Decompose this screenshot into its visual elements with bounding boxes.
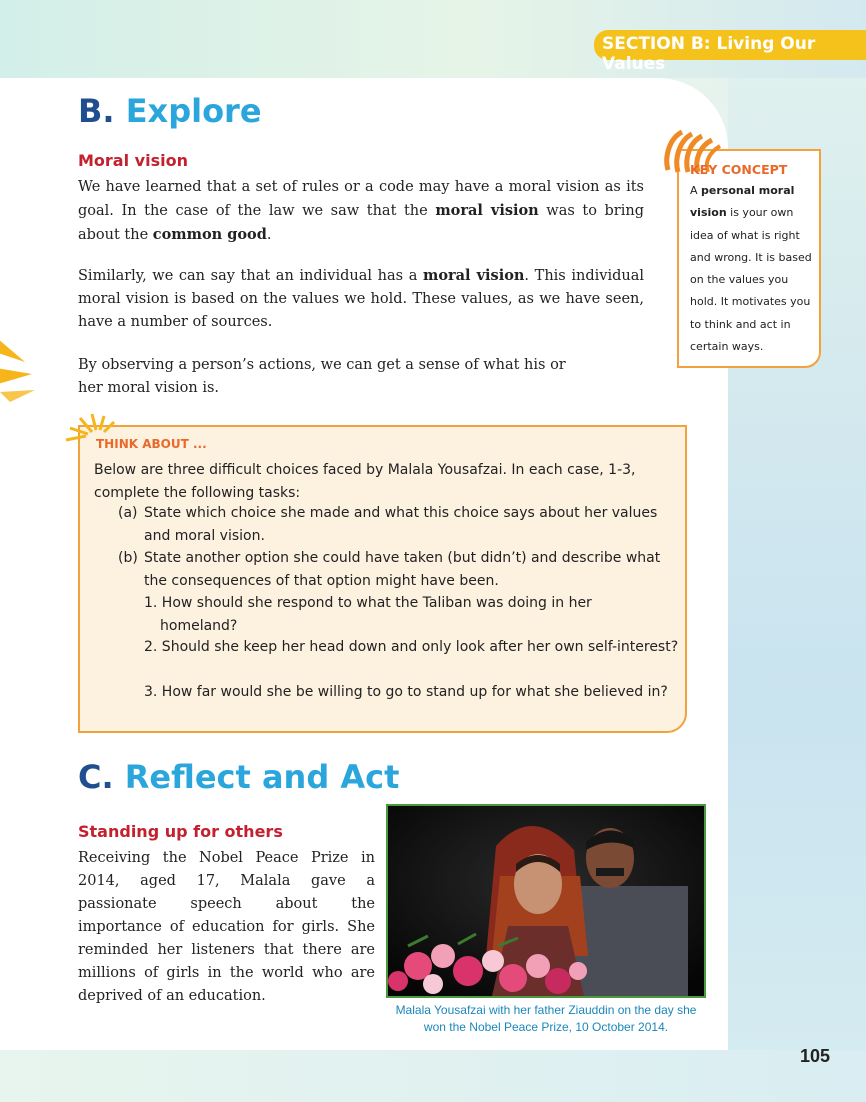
photo-caption: Malala Yousafzai with her father Ziauddin on the day she won the Nobel Peace Prize, 10 October 2014. [395,1003,697,1034]
key-concept-text [690,180,818,358]
explore-paragraph-2 [78,264,644,334]
explore-paragraph-3 [78,354,644,400]
section-tag [594,30,866,74]
moral-vision-subheading: Moral vision [78,151,188,170]
explore-paragraph-1 [78,176,644,247]
question-1: 1. How should she respond to what the Taliban was doing in her homeland? [144,595,592,634]
standing-up-subheading: Standing up for others [78,822,283,841]
task-b-marker: (b) [118,550,138,566]
reflect-paragraph: Receiving the Nobel Peace Prize in 2014, aged 17, Malala gave a passionate speech about the importance of education for girls. She reminded her listeners that there are millions of girls in the world who are deprived of an education. [78,850,375,1004]
paragraph-1-text-a: We have learned that a set of rules or a code may have a moral vision as its goal. In the case of the law we saw that the [78,179,644,219]
explore-heading-title: Explore [125,92,262,130]
reflect-heading-prefix: C. [78,758,114,796]
question-3: 3. How far would she be willing to go to stand up for what she believed in? [144,684,668,700]
key-concept-text-b: is your own idea of what is right and wrong. It is based on the values you hold. It motivates you to think and act in certain ways. [690,206,812,354]
key-concept-bold: personal moral vision [690,184,795,220]
think-about-intro: Below are three difficult choices faced by Malala Yousafzai. In each case, 1-3, complete the following tasks: [94,462,636,501]
task-b-text: State another option she could have taken (but didn’t) and describe what the consequences of that option might have been. [144,550,661,589]
paragraph-1-text-c: . [266,227,272,243]
task-a-text: State which choice she made and what this choice says about her values and moral vision. [144,505,658,544]
page-number: 105 [800,1046,831,1066]
task-a-marker: (a) [118,505,138,521]
malala-photo [386,804,706,998]
reflect-heading-title: Reflect and Act [124,758,400,796]
section-tag-label: SECTION B: Living Our Values [602,34,816,74]
malala-photo-image [388,806,704,996]
bottom-margin-strip [0,1050,866,1102]
think-about-title: THINK ABOUT ... [96,437,207,451]
paragraph-3-line-1: By observing a person’s actions, we can get a sense of what his or [78,357,566,373]
paragraph-2-text-a: Similarly, we can say that an individual has a [78,268,423,284]
key-concept-text-a: A [690,184,702,197]
explore-heading-prefix: B. [78,92,115,130]
paragraph-1-bold-b: common good [152,226,267,243]
key-concept-title: KEY CONCEPT [690,162,788,177]
paragraph-2-text-b: . This individual moral vision is based on the values we hold. These values, as we have seen, have a number of sources. [78,268,644,330]
paragraph-1-bold-a: moral vision [435,202,539,219]
reflect-heading [78,758,399,796]
paragraph-1-text-b: was to bring about the [78,203,644,243]
explore-heading [78,92,262,130]
splash-decoration-icon [0,322,50,402]
paragraph-3-line-2: her moral vision is. [78,380,220,396]
paragraph-2-bold: moral vision [422,267,525,284]
question-2: 2. Should she keep her head down and only look after her own self-interest? [144,639,679,655]
